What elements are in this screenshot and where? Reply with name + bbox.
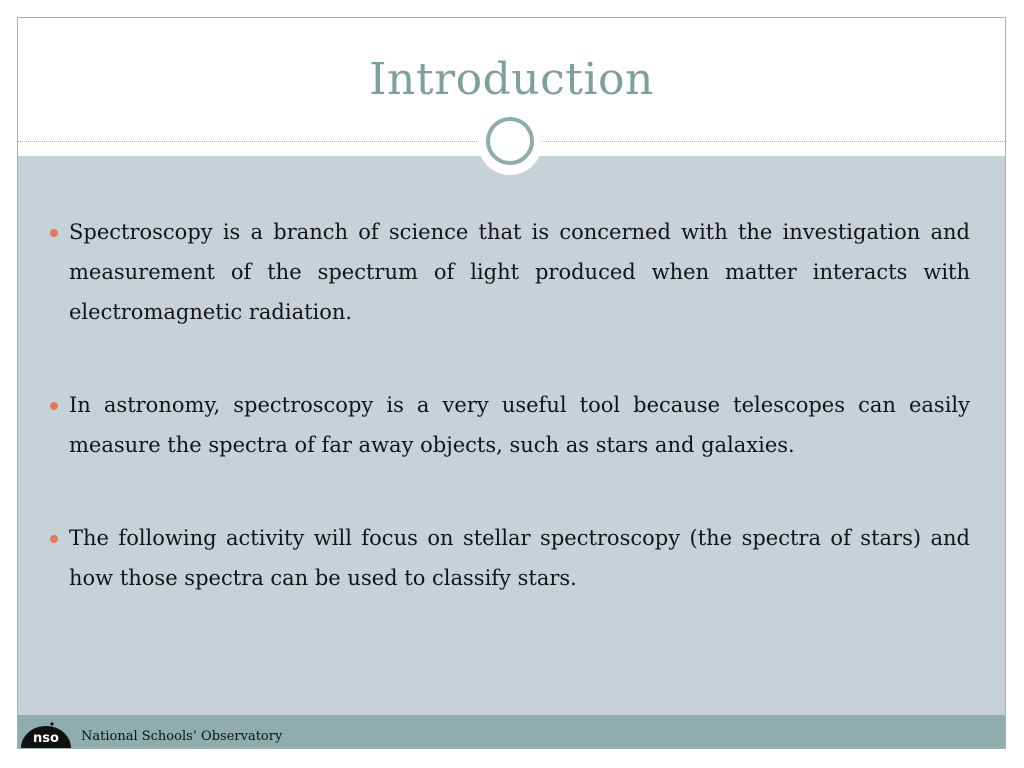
bullet-item (50, 212, 970, 332)
bullet-item (50, 385, 970, 465)
bullet-dot-icon (50, 229, 58, 237)
bullet-text: The following activity will focus on stellar spectroscopy (the spectra of stars) and how those spectra can be used to classify stars. (69, 526, 970, 590)
footer-organization: National Schools’ Observatory (81, 729, 283, 744)
circle-ornament-ring (486, 117, 534, 165)
logo-text: nso (33, 731, 59, 746)
bullet-text: In astronomy, spectroscopy is a very useful tool because telescopes can easily measure the spectra of far away objects, such as stars and galaxies. (69, 393, 970, 457)
bullet-text: Spectroscopy is a branch of science that is concerned with the investigation and measurement of the spectrum of light produced when matter interacts with electromagnetic radiation. (69, 220, 970, 324)
slide-title: Introduction (369, 54, 654, 105)
bullet-dot-icon (50, 535, 58, 543)
bullet-dot-icon (50, 402, 58, 410)
bullet-item (50, 518, 970, 598)
nso-logo-icon (20, 721, 72, 748)
bullet-list (50, 212, 970, 651)
